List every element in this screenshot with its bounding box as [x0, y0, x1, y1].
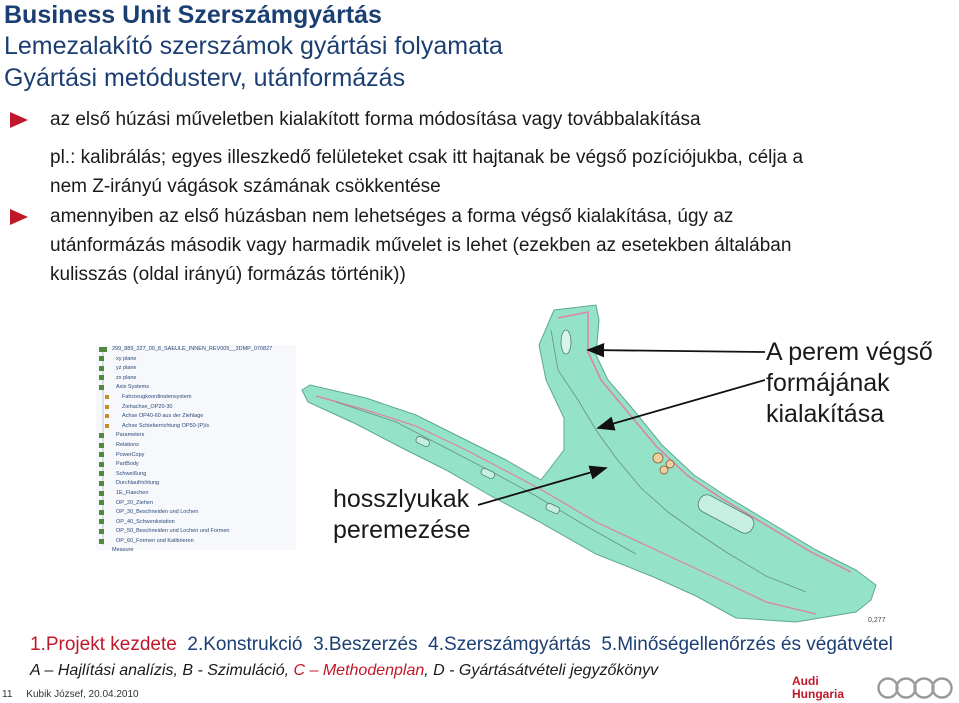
page-number: 11 [2, 689, 13, 700]
bullet-2-line-2: nem Z-irányú vágások számának csökkentése [50, 176, 441, 197]
callout-line: hosszlyukak [333, 485, 470, 513]
callout-line: formájának [766, 369, 890, 397]
tree-item[interactable]: Achse OP40-60 aus der Ziehlage [122, 413, 204, 420]
page-subtitle: Lemezalakító szerszámok gyártási folyamata [4, 32, 503, 60]
callout-flange-final-shape [766, 337, 933, 430]
tree-item[interactable]: OP_40_Schwenkstation [116, 518, 175, 525]
author-date: Kubik József, 20.04.2010 [26, 689, 139, 700]
callout-arrow [598, 380, 765, 428]
process-step: 5.Minőségellenőrzés és végátvétel [601, 634, 893, 655]
footer [2, 689, 139, 700]
tree-item[interactable]: Durchlaufrichtung [116, 480, 160, 487]
page-subtitle-2: Gyártási metódusterv, utánformázás [4, 64, 406, 92]
tree-item[interactable]: Axis Systems [116, 384, 150, 391]
tree-item[interactable]: Ziehachse_OP20-30 [122, 403, 173, 410]
brand-line-1: Audi [792, 674, 819, 688]
phase-d: , D - Gyártásátvételi jegyzőkönyv [424, 662, 659, 679]
tree-item[interactable]: xy plane [116, 355, 137, 362]
brand-name [792, 675, 844, 701]
bullet-3-line-1: amennyiben az első húzásban nem lehetséges a forma végső kialakítása, úgy az [50, 206, 734, 227]
page-title: Business Unit Szerszámgyártás [4, 1, 382, 29]
process-step: 4.Szerszámgyártás [428, 634, 591, 655]
tree-item[interactable]: Relations [116, 441, 139, 448]
bullet-1: az első húzási műveletben kialakított forma módosítása vagy továbbalakítása [50, 109, 701, 130]
process-steps [30, 634, 893, 656]
tree-item[interactable]: Schweißung [116, 470, 147, 477]
callout-line: kialakítása [766, 400, 885, 428]
brand-line-2: Hungaria [792, 687, 845, 701]
process-step-active: 1.Projekt kezdete [30, 634, 177, 655]
tree-item[interactable]: 1E_Flaechen [116, 489, 149, 496]
bullet-3-line-2: utánformázás második vagy harmadik művelet is lehet (ezekben az esetekben általában [50, 235, 792, 256]
tree-item[interactable]: PowerCopy [116, 451, 145, 458]
audi-rings-logo [876, 676, 956, 700]
tree-item[interactable]: OP_50_Beschneiden und Lochen und Formen [116, 528, 230, 535]
process-step: 3.Beszerzés [313, 634, 418, 655]
callout-arrow [478, 468, 606, 505]
phase-c: C – Methodenplan [293, 662, 425, 679]
tree-item[interactable]: Parameters [116, 432, 145, 439]
tree-item[interactable]: Achse Schieberrichtung OP50-(P)/s [122, 422, 210, 429]
tree-item[interactable]: OP_30_Beschneiden und Lochen [116, 509, 199, 516]
phase-legend [30, 662, 658, 680]
phase-a-b: A – Hajlítási analízis, B - Szimuláció, [30, 662, 294, 679]
callout-slot-flanging [333, 484, 471, 546]
tree-item[interactable]: Fahrzeugkoordinatensystem [122, 393, 192, 400]
callout-line: A perem végső [766, 338, 933, 366]
callout-arrow [588, 350, 765, 352]
tree-item[interactable]: Measure [112, 547, 134, 554]
tree-item[interactable]: yz plane [116, 365, 137, 372]
bullet-3-line-3: kulisszás (oldal irányú) formázás történik)) [50, 264, 406, 285]
tree-item[interactable]: zx plane [116, 374, 137, 381]
process-step: 2.Konstrukció [187, 634, 303, 655]
bullet-2-line-1: pl.: kalibrálás; egyes illeszkedő felületeket csak itt hajtanak be végső pozíciójukba, célja a [50, 147, 804, 168]
tree-item[interactable]: PartBody [116, 461, 139, 468]
callout-line: peremezése [333, 516, 471, 544]
tree-item[interactable]: OP_20_Ziehen [116, 499, 153, 506]
tree-item[interactable]: OP_60_Formen und Kalibrieren [116, 537, 194, 544]
model-label: 0,277 [868, 617, 886, 624]
tree-item[interactable]: 299_889_227_00_8_SAEULE_INNEN_REV005__3DMP_070827 [112, 346, 273, 352]
